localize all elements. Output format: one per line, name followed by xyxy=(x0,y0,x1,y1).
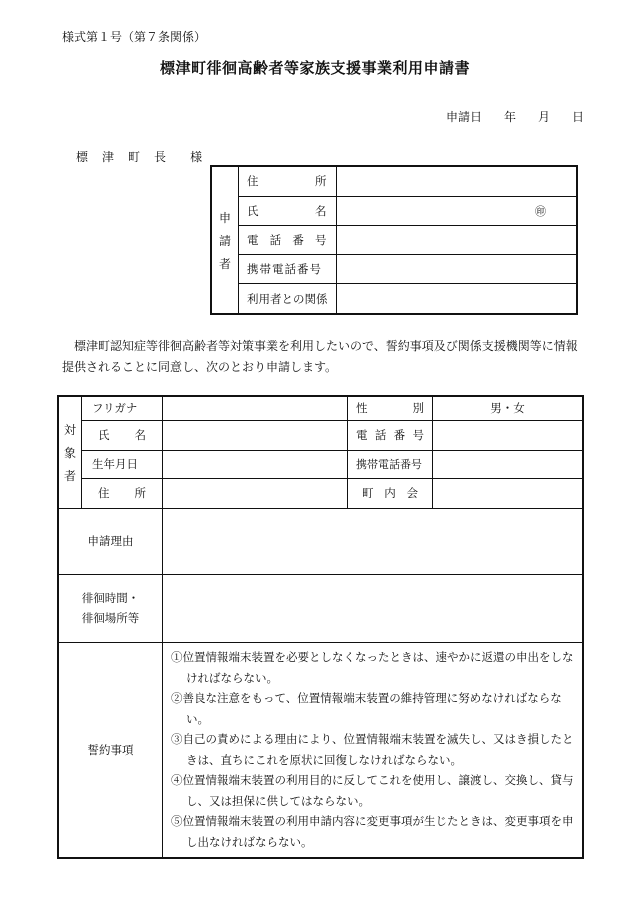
role-char: 対 xyxy=(63,422,76,437)
subject-name-label xyxy=(82,420,163,450)
subject-phone-label xyxy=(348,420,433,450)
subject-furigana-label: フリガナ xyxy=(82,396,163,420)
applicant-name-field[interactable] xyxy=(336,196,577,225)
label-char: 住 xyxy=(247,174,260,189)
label-char: 電 xyxy=(356,428,368,442)
label-char: 名 xyxy=(134,428,146,442)
addressee-honorific: 様 xyxy=(190,150,203,164)
label-char: 話 xyxy=(269,232,283,247)
applicant-relationship-field[interactable] xyxy=(336,284,577,314)
pledge-label: 誓約事項 xyxy=(58,642,163,858)
wandering-label-line-2: 徘徊場所等 xyxy=(81,611,140,625)
label-char: 町 xyxy=(362,486,374,500)
label-char: 号 xyxy=(314,232,328,247)
subject-address-field[interactable] xyxy=(163,478,348,508)
form-number: 様式第１号（第７条関係） xyxy=(62,30,207,44)
wandering-label xyxy=(58,574,163,642)
addressee-char: 標 xyxy=(76,150,89,164)
month-label: 月 xyxy=(537,110,550,124)
reason-field[interactable] xyxy=(163,508,584,574)
day-label: 日 xyxy=(571,110,584,124)
subject-role-label xyxy=(58,396,82,508)
label-char: 性 xyxy=(356,401,368,416)
label-char: 番 xyxy=(393,428,406,442)
subject-gender-field[interactable]: 男・女 xyxy=(433,396,584,420)
applicant-phone-label xyxy=(239,225,337,254)
role-char: 象 xyxy=(63,445,76,460)
subject-mobile-label: 携帯電話番号 xyxy=(348,450,433,478)
subject-neighborhood-label xyxy=(348,478,433,508)
pledge-item: ②善良な注意をもって、位置情報端末装置の維持管理に努めなければならない。 xyxy=(171,691,562,726)
pledge-item: ③自己の責めによる理由により、位置情報端末装置を滅失し、又はき損したときは、直ちにこれを原状に回復しなければならない。 xyxy=(171,732,574,767)
subject-phone-field[interactable] xyxy=(433,420,584,450)
label-char: 別 xyxy=(412,401,424,416)
addressee-char: 津 xyxy=(102,150,115,164)
pledge-item: ④位置情報端末装置の利用目的に反してこれを使用し、譲渡し、交換し、貸与し、又は担保に供してはならない。 xyxy=(171,773,574,808)
subject-table xyxy=(57,395,584,859)
seal-mark: ㊞ xyxy=(535,204,546,218)
applicant-mobile-label: 携帯電話番号 xyxy=(239,255,337,284)
subject-birthdate-field[interactable] xyxy=(163,450,348,478)
addressee-char: 長 xyxy=(154,150,167,164)
pledge-item: ⑤位置情報端末装置の利用申請内容に変更事項が生じたときは、変更事項を申し出なければならない。 xyxy=(171,814,574,849)
subject-furigana-field[interactable] xyxy=(163,396,348,420)
subject-gender-label xyxy=(348,396,433,420)
label-char: 話 xyxy=(374,428,387,442)
applicant-role-label xyxy=(211,166,239,314)
page-title: 標津町徘徊高齢者等家族支援事業利用申請書 xyxy=(159,59,470,77)
applicant-phone-field[interactable] xyxy=(336,225,577,254)
role-char: 請 xyxy=(218,233,231,248)
label-char: 所 xyxy=(134,486,146,500)
year-label: 年 xyxy=(503,110,516,124)
addressee-char: 町 xyxy=(128,150,141,164)
reason-label: 申請理由 xyxy=(58,508,163,574)
label-char: 号 xyxy=(412,428,424,442)
pledge-item: ①位置情報端末装置を必要としなくなったときは、速やかに返還の申出をしなければならない。 xyxy=(171,650,574,685)
label-char: 名 xyxy=(315,203,328,218)
application-statement: 標津町認知症等徘徊高齢者等対策事業を利用したいので、誓約事項及び関係支援機関等に情報提供されることに同意し、次のとおり申請します。 xyxy=(62,339,578,374)
label-char: 電 xyxy=(247,232,260,247)
label-char: 所 xyxy=(315,174,328,189)
wandering-field[interactable] xyxy=(163,574,584,642)
applicant-relationship-label: 利用者との関係 xyxy=(239,284,337,314)
subject-birthdate-label: 生年月日 xyxy=(82,450,163,478)
role-char: 者 xyxy=(218,256,231,271)
date-label: 申請日 xyxy=(445,110,482,124)
role-char: 者 xyxy=(63,468,76,483)
wandering-label-line-1: 徘徊時間・ xyxy=(81,591,140,605)
application-date xyxy=(446,108,584,125)
label-char: 氏 xyxy=(98,428,110,442)
applicant-name-label xyxy=(239,196,337,225)
subject-neighborhood-field[interactable] xyxy=(433,478,584,508)
label-char: 会 xyxy=(406,486,418,500)
applicant-address-label xyxy=(239,166,337,196)
pledge-list xyxy=(163,642,584,858)
applicant-address-field[interactable] xyxy=(336,166,577,196)
label-char: 内 xyxy=(384,486,396,500)
role-char: 申 xyxy=(218,210,231,225)
applicant-mobile-field[interactable] xyxy=(336,255,577,284)
label-char: 氏 xyxy=(247,203,260,218)
subject-address-label xyxy=(82,478,163,508)
label-char: 住 xyxy=(98,486,110,500)
applicant-table xyxy=(210,165,578,315)
label-char: 番 xyxy=(292,232,305,247)
subject-mobile-field[interactable] xyxy=(433,450,584,478)
addressee xyxy=(76,148,202,165)
subject-name-field[interactable] xyxy=(163,420,348,450)
